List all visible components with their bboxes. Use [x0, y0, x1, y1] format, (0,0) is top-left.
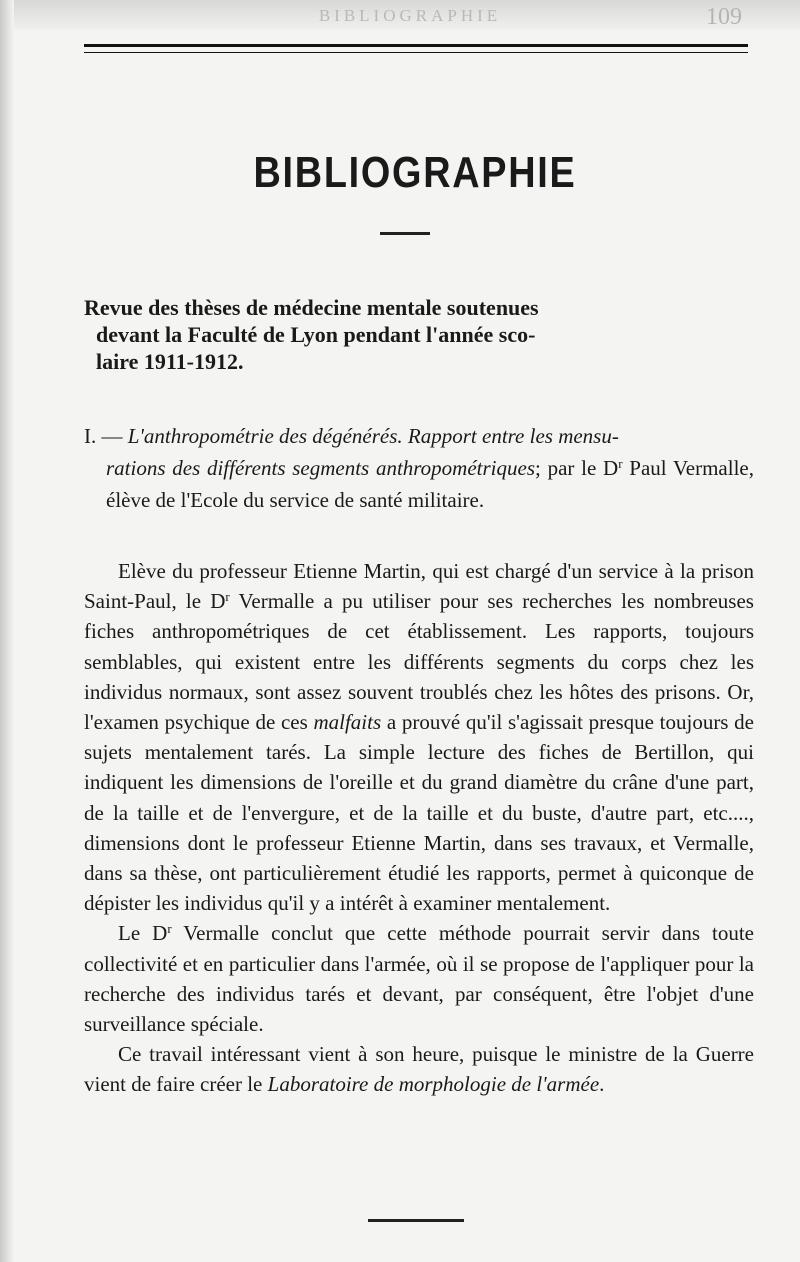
p1-text-b: Vermalle a pu utiliser pour ses recherches les nombreuses fiches anthropométriques de cet établissement. Les rapports, toujours semblables, qui existent entre les différents segments du corps chez les individus normaux, sont assez souvent troublés chez les hôtes des prisons. Or, l'examen psychique de ces [84, 589, 754, 735]
end-divider [368, 1219, 464, 1222]
entry-continuation [84, 452, 754, 516]
paragraph-3 [84, 1039, 754, 1099]
p1-text-a: Elève du professeur Etienne Martin, qui est chargé d'un service à la prison Saint-Paul, le D [84, 559, 754, 614]
p1-sup: r [225, 589, 230, 605]
entry-author-prefix: D [603, 456, 619, 480]
entry-author: Paul Vermalle, élève de l'Ecole du service de santé militaire. [106, 456, 754, 512]
review-heading-line1: Revue des thèses de médecine mentale soutenues [84, 295, 539, 320]
p2-text-b: Vermalle conclut que cette méthode pourrait servir dans toute collectivité et en particulier dans l'armée, où il se propose de l'appliquer pour la recherche des individus tarés et devant, par conséquent, être l'objet d'une surveillance spéciale. [84, 921, 754, 1037]
entry-after-title: ; par le [535, 456, 597, 480]
entry-dash: — [96, 424, 128, 448]
p3-text-b: . [599, 1072, 605, 1097]
entry-number: I. [84, 424, 97, 448]
entry-title-cont: rations des différents segments anthropométriques [106, 456, 536, 480]
p2-sup: r [167, 921, 172, 937]
paragraph-2 [84, 918, 754, 1039]
header-rule-thick [84, 44, 748, 47]
review-heading-line2: devant la Faculté de Lyon pendant l'année sco- [96, 322, 536, 347]
review-heading [84, 294, 754, 375]
binding-shadow [0, 0, 14, 1262]
p1-text-c: a prouvé qu'il s'agissait presque toujours de sujets mentalement tarés. La simple lecture des fiches de Bertillon, qui indiquent les dimensions de l'oreille et du grand diamètre du crâne d'une part, de la taille et de l'envergure, et de la taille et du buste, d'autre part, etc...., dimensions dont le professeur Etienne Martin, dans ses travaux, et Vermalle, dans sa thèse, ont particulièrement étudié les rapports, permet à quiconque de dépister les individus qu'il y a intérêt à examiner mentalement. [84, 710, 754, 916]
thesis-entry [84, 420, 754, 516]
section-title: BIBLIOGRAPHIE [253, 148, 577, 197]
title-divider [380, 232, 430, 235]
page-number: 109 [706, 4, 742, 30]
p2-text-a: Le D [118, 921, 168, 946]
review-heading-line3: laire 1911-1912. [96, 349, 244, 374]
p3-text-a: Ce travail intéressant vient à son heure, puisque le ministre de la Guerre vient de faire créer le [84, 1042, 754, 1097]
review-body [84, 556, 754, 1100]
entry-author-sup: r [618, 456, 623, 471]
entry-title: L'anthropométrie des dégénérés. Rapport entre les mensu- [127, 424, 619, 448]
running-header: BIBLIOGRAPHIE [318, 6, 502, 25]
p1-italic: malfaits [313, 710, 382, 735]
p3-italic: Laboratoire de morphologie de l'armée [267, 1072, 600, 1097]
header-rule-thin [84, 52, 748, 53]
paragraph-1 [84, 556, 754, 918]
